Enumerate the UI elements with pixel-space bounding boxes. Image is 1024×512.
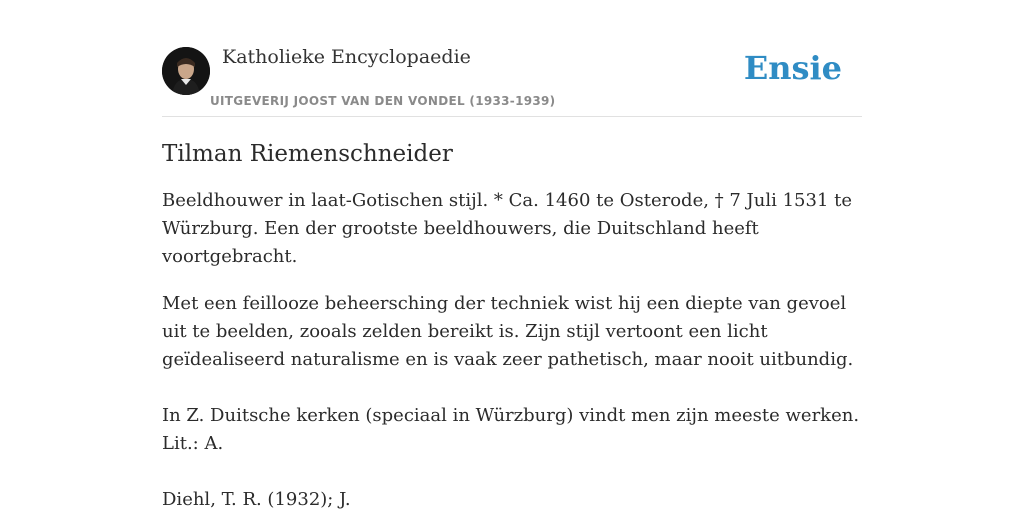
brand-logo[interactable]: Ensie xyxy=(743,49,842,87)
article-paragraph: Beeldhouwer in laat-Gotischen stijl. * Ca. 1460 te Osterode, † 7 Juli 1531 te Würzburg. Een der grootste beeldhouwers, die Duitschland heeft voortgebracht. xyxy=(162,190,853,267)
site-header xyxy=(162,40,862,117)
article-paragraph: Diehl, T. R. (1932); J. xyxy=(162,489,351,510)
article-title: Tilman Riemenschneider xyxy=(162,141,453,167)
paragraph-spacer xyxy=(162,393,862,402)
site-title[interactable]: Katholieke Encyclopaedie xyxy=(222,46,471,68)
paragraph-spacer xyxy=(162,477,862,486)
publisher-subtitle: UITGEVERIJ JOOST VAN DEN VONDEL (1933-1939) xyxy=(210,94,556,108)
article xyxy=(162,138,862,512)
article-paragraph: Met een feillooze beheersching der techniek wist hij een diepte van gevoel uit te beelden, zooals zelden bereikt is. Zijn stijl vertoont een licht geïdealiseerd naturalisme en is vaak zeer pathetisch, maar nooit uitbundig. xyxy=(162,293,854,370)
article-paragraph: In Z. Duitsche kerken (speciaal in Würzburg) vindt men zijn meeste werken. Lit.: A. xyxy=(162,405,860,454)
portrait-avatar-icon[interactable] xyxy=(162,47,210,95)
